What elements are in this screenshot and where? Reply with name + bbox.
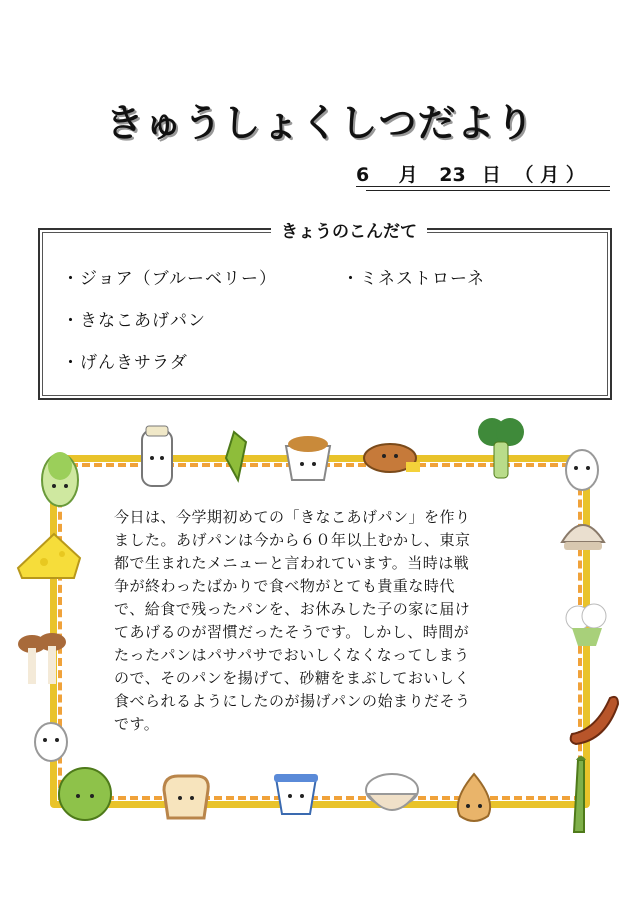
page-title: きゅうしょくしつだより [105,101,535,145]
date-day: 23 [439,164,466,186]
egg-icon [560,444,604,494]
onion-icon [448,770,500,826]
menu-title: きょうのこんだて [271,217,427,242]
article-line: てあげるのが習慣だったそうです。しかし、時間が [114,623,470,641]
cheese-icon [14,528,84,582]
date-line [356,160,610,191]
broccoli-icon [474,414,528,482]
menu-item: ・ジョア（ブルーベリー） [62,269,277,289]
okra-icon [216,428,252,484]
article-line: 食べられるようにしたのが揚げパンの始まりだそう [114,692,471,710]
clam-icon [558,512,608,556]
mushroom-icon [10,630,76,690]
yogurt-icon [270,768,322,820]
article-line: 今日は、今学期初めての「きなこあげパン」を作り [114,508,471,526]
menu-item: ・きなこあげパン [62,311,206,331]
cabbage-icon [54,764,116,822]
rice-bowl-icon [362,770,422,820]
date-month: 6 [356,164,370,186]
sausage-icon [566,690,622,746]
menu-item: ・げんきサラダ [62,353,188,373]
menu-box [38,222,612,400]
menu-item: ・ミネストローネ [342,269,486,289]
article-line: 都で生まれたメニューと言われています。当時は戦 [114,554,470,572]
bread-icon [362,440,424,476]
date-day-unit: 日 [481,164,501,186]
article-line: ました。あげパンは今から６０年以上むかし、東京 [114,531,471,549]
milk-bottle-icon [134,424,180,490]
article-line: で、給食で残ったパンを、お休みした子の家に届け [114,600,471,618]
asparagus-icon [562,752,596,836]
date-weekday: （ 月 ） [514,164,585,186]
cauliflower-icon [562,598,612,650]
natto-icon [280,428,336,486]
article-line: ので、そのパンを揚げて、砂糖をまぶしておいしく [114,669,470,687]
article-text [114,506,528,736]
article-line: たったパンはパサパサでおいしくなくなってしまう [114,646,470,664]
cabbage-icon [36,446,84,510]
article-line: です。 [114,715,160,733]
egg-icon [30,716,72,764]
article-line: 争が終わったばかりで食べ物がとても貴重な時代 [114,577,455,595]
toast-icon [158,772,214,822]
date-month-unit: 月 [398,164,418,186]
